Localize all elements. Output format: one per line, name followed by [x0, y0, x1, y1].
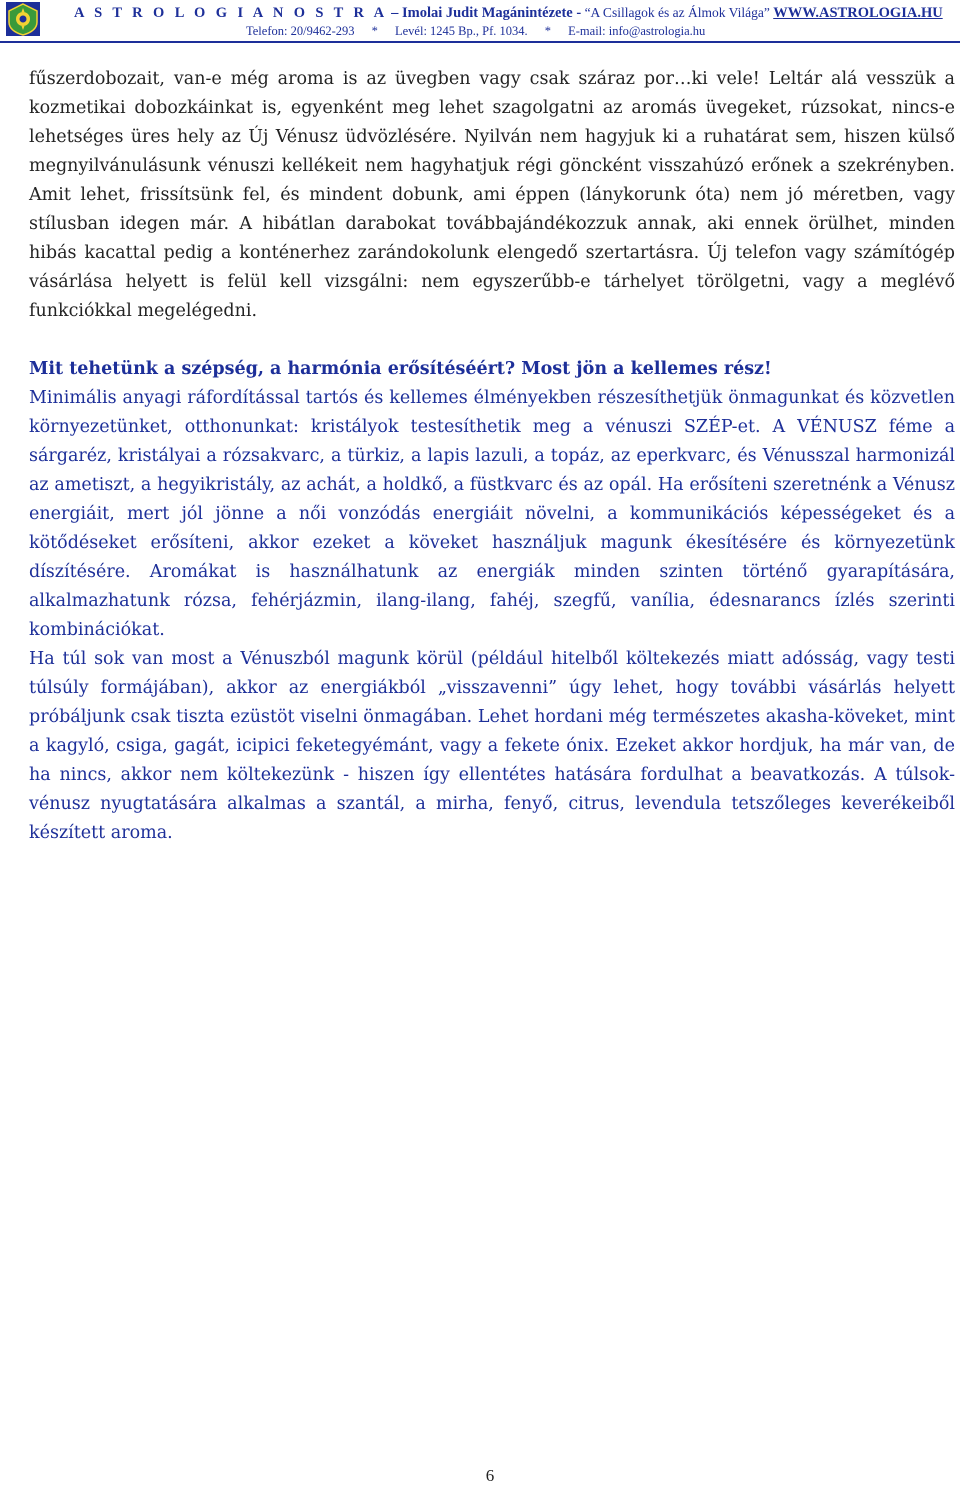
header-name: Imolai Judit Magánintézete -	[401, 5, 582, 21]
header-phone: Telefon: 20/9462-293	[246, 24, 355, 38]
section-heading: Mit tehetünk a szépség, a harmónia erősítéséért? Most jön a kellemes rész!	[29, 359, 772, 379]
header-brand: A S T R O L O G I A N O S T R A	[74, 5, 388, 21]
astrologia-logo-icon	[6, 2, 40, 36]
paragraph-1: fűszerdobozait, van-e még aroma is az üvegben vagy csak száraz por…ki vele! Leltár alá vesszük a kozmetikai dobozkáinkat is, egyenként meg lehet szagolgatni az aromás üvegeket, rúzsokat, nincs-e lehetséges üres hely az Új Vénusz üdvözlésére. Nyilván nem hagyjuk ki a ruhatárat sem, hiszen külső megnyilvánulásunk vénuszi kellékeit nem hagyhatjuk régi göncként visszahúzó erőnek a szekrényben. Amit lehet, frissítsünk fel, és mindent dobunk, ami éppen (lánykorunk óta) nem jó méretben, vagy stílusban idegen már. A hibátlan darabokat továbbajándékozzuk annak, aki ennek örülhet, minden hibás kacattal pedig a konténerhez zarándokolunk elengedő szertartásra. Új telefon vagy számítógép vásárlása helyett is felül kell vizsgálni: nem egyszerűbb-e tárhelyet törölgetni, vagy a meglévő funkciókkal megelégedni.	[29, 69, 955, 321]
header-email-link[interactable]: E-mail: info@astrologia.hu	[568, 24, 706, 38]
paragraph-3: Ha túl sok van most a Vénuszból magunk körül (például hitelből költekezés miatt adósság, vagy testi túlsúly formájában), akkor az energiákból „visszavenni” úgy lehet, hogy további vásárlás helyett próbáljunk csak tiszta ezüstöt viselni önmagában. Lehet hordani még természetes akasha-köveket, mint a kagyló, csiga, gagát, icipici feketegyémánt, vagy a fekete ónix. Ezeket akkor hordjuk, ha már van, de ha nincs, akkor nem költekezünk - hiszen így ellentétes hatására fordulhat a beavatkozás. A túlsok-vénusz nyugtatására alkalmas a szantál, a mirha, fenyő, citrus, levendula tetszőleges keverékeiből készített aroma.	[29, 649, 955, 843]
header-quote: “A Csillagok és az Álmok Világa”	[581, 5, 774, 20]
header-separator: *	[544, 24, 551, 38]
page-number: 6	[485, 1466, 495, 1485]
article-body	[29, 65, 955, 848]
header-dash: –	[387, 5, 402, 21]
header-contact-line	[246, 24, 719, 39]
header-separator: *	[371, 24, 378, 38]
header-divider	[0, 41, 960, 43]
header-letter: Levél: 1245 Bp., Pf. 1034.	[394, 24, 528, 38]
header-url-link[interactable]: WWW.ASTROLOGIA.HU	[773, 5, 943, 21]
paragraph-2: Minimális anyagi ráfordítással tartós és kellemes élményekben részesíthetjük önmagunkat és közvetlen környezetünket, otthonunkat: kristályok testesíthetik meg a vénuszi SZÉP-et. A VÉNUSZ féme a sárgaréz, kristályai a rózsakvarc, a türkiz, a lapis lazuli, a topáz, az eperkvarc, és Vénusszal harmonizál az ametiszt, a hegyikristály, az achát, a holdkő, a füstkvarc és az opál. Ha erősíteni szeretnénk a Vénusz energiáit, mert jól jönne a női vonzódás energiáit növelni, a kommunikációs képességeket és a kötődéseket erősíteni, akkor ezeket a köveket használjuk magunk ékesítésére és környezetünk díszítésére. Aromákat is használhatunk az energiák minden szinten történő gyarapítására, alkalmazhatunk rózsa, fehérjázmin, ilang-ilang, fahéj, szegfű, vanília, édesnarancs ízlés szerinti kombinációkat.	[29, 388, 955, 640]
page-header	[0, 0, 960, 42]
header-title-line	[74, 5, 954, 22]
